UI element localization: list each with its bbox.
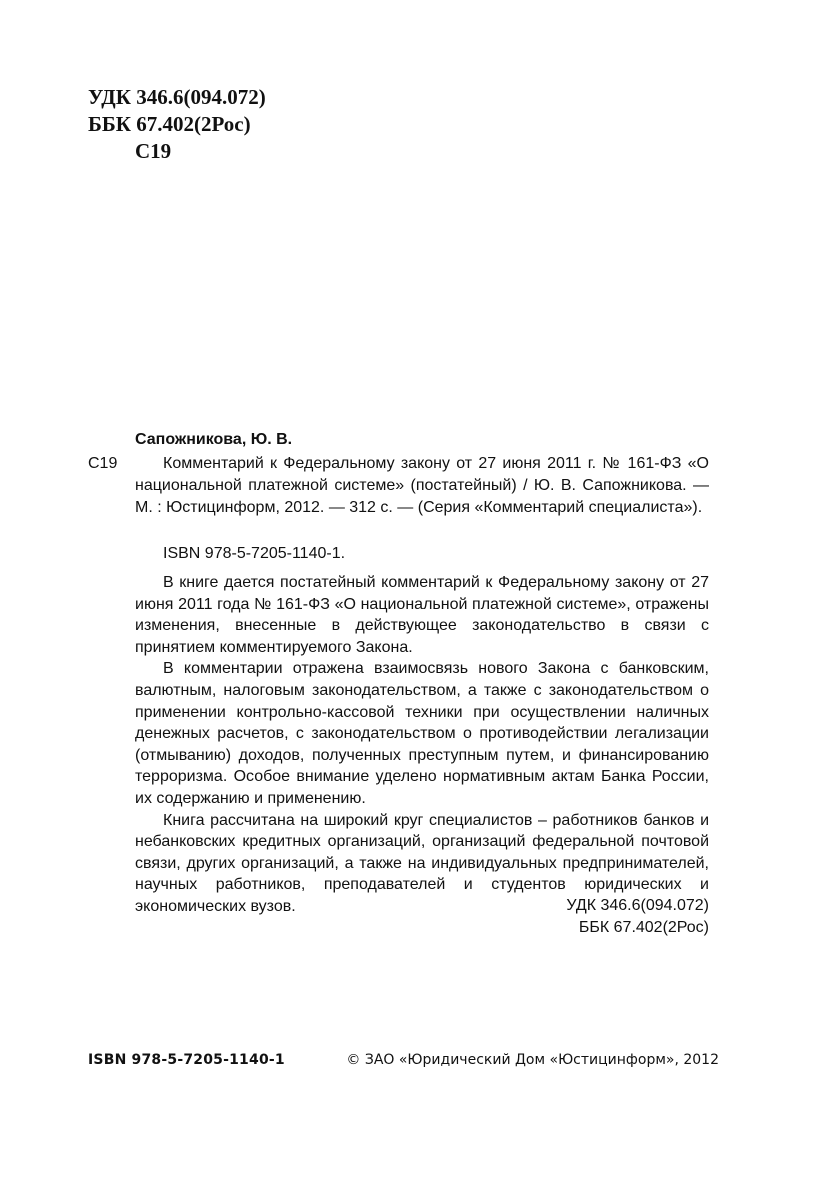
record-isbn: ISBN 978-5-7205-1140-1. (163, 545, 346, 562)
classification-block (88, 84, 266, 165)
author-mark: С19 (135, 139, 172, 163)
author-heading: Сапожникова, Ю. В. (135, 431, 293, 448)
bottom-classification (566, 895, 709, 939)
annotation-paragraph: В комментарии отражена взаимосвязь нового Закона с банковским, валютным, налоговым законодательством, а также с законодательством о применении контрольно-кассовой техники при осуществлении наличных денежных расчетов, с законодательством о противодействии легализации (отмыванию) доходов, полученных преступным путем, и финансированию терроризма. Особое внимание уделено нормативным актам Банка России, их содержанию и применению. (135, 660, 709, 807)
udk-code: УДК 346.6(094.072) (88, 85, 266, 109)
bbk-code: ББК 67.402(2Рос) (88, 112, 251, 136)
footer-isbn: ISBN 978-5-7205-1140-1 (88, 1052, 285, 1068)
record-author-mark: С19 (88, 455, 118, 472)
bottom-udk-code: УДК 346.6(094.072) (566, 897, 709, 914)
annotation (135, 572, 709, 918)
bibliographic-description: Комментарий к Федеральному закону от 27 июня 2011 г. № 161-ФЗ «О национальной платежной системе» (постатейный) / Ю. В. Сапожникова. — М. : Юстицинформ, 2012. — 312 с. — (Серия «Комментарий специалиста»). (135, 455, 709, 516)
bottom-bbk-code: ББК 67.402(2Рос) (578, 919, 709, 936)
annotation-paragraph: Книга рассчитана на широкий круг специалистов – работников банков и небанковских кредитных организаций, организаций федеральной почтовой связи, других организаций, а также на индивидуальных предпринимателей, научных работников, преподавателей и студентов юридических и экономических вузов. (135, 811, 709, 915)
copyright-notice: © ЗАО «Юридический Дом «Юстицинформ», 2012 (346, 1052, 719, 1068)
annotation-paragraph: В книге дается постатейный комментарий к Федеральному закону от 27 июня 2011 года № 161-ФЗ «О национальной платежной системе», отражены изменения, внесенные в действующее законодательство в связи с принятием комментируемого Закона. (135, 574, 709, 656)
